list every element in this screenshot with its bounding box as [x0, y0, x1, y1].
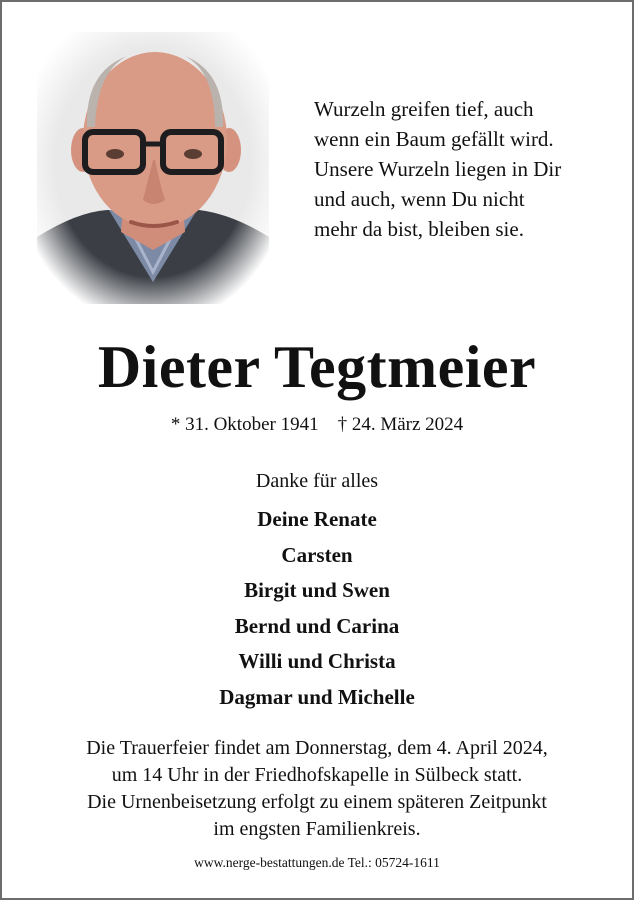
death-date: † 24. März 2024 — [337, 414, 464, 435]
family-member: Deine Renate — [257, 507, 377, 531]
family-member: Carsten — [281, 542, 353, 567]
birth-date: * 31. Oktober 1941 — [170, 414, 319, 435]
poem-line: mehr da bist, bleiben sie. — [314, 217, 524, 241]
memorial-poem — [314, 94, 614, 244]
deceased-name: Dieter Tegtmeier — [97, 334, 537, 400]
funeral-home-contact: www.nerge-bestattungen.de Tel.: 05724-1611 — [194, 855, 440, 870]
service-line: Die Urnenbeisetzung erfolgt zu einem späteren Zeitpunkt — [87, 791, 547, 813]
family-member: Willi und Christa — [238, 649, 396, 673]
family-list — [2, 504, 632, 717]
service-line: im engsten Familienkreis. — [213, 818, 421, 840]
poem-line: Wurzeln greifen tief, auch — [314, 97, 534, 121]
family-member: Birgit und Swen — [244, 578, 390, 602]
poem-line: wenn ein Baum gefällt wird. — [314, 127, 554, 151]
service-line: um 14 Uhr in der Friedhofskapelle in Sülbeck statt. — [111, 764, 523, 786]
family-member: Bernd und Carina — [234, 613, 400, 638]
life-dates — [2, 413, 632, 437]
service-line: Die Trauerfeier findet am Donnerstag, dem 4. April 2024, — [86, 737, 548, 759]
poem-line: Unsere Wurzeln liegen in Dir — [314, 157, 562, 181]
poem-line: und auch, wenn Du nicht — [314, 187, 525, 211]
portrait-photo — [37, 32, 269, 304]
funeral-service-info — [2, 735, 632, 843]
thanks-line: Danke für alles — [255, 470, 379, 492]
family-member: Dagmar und Michelle — [219, 684, 415, 709]
